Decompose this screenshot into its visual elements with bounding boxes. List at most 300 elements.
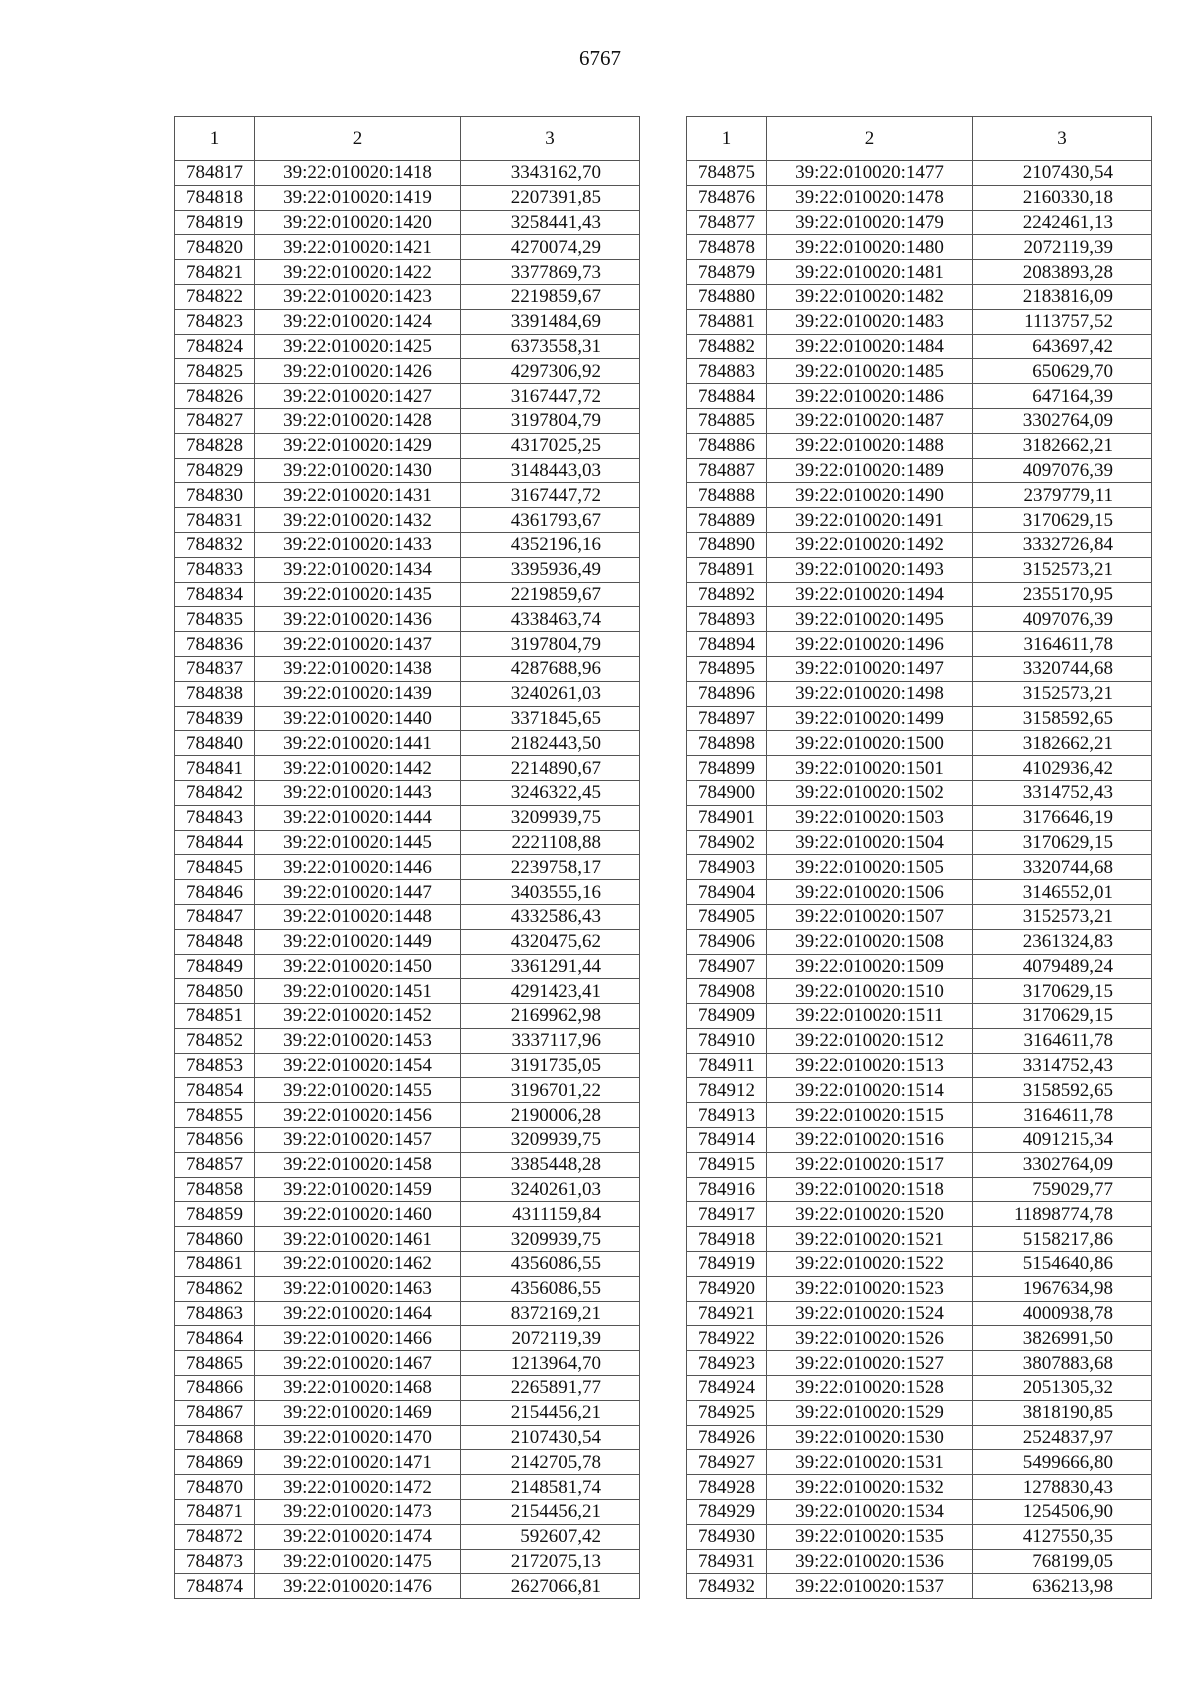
- table-row: [175, 756, 640, 781]
- cadastral-number-cell: 39:22:010020:1508: [767, 929, 973, 954]
- table-row: [175, 805, 640, 830]
- value-cell: 2524837,97: [973, 1425, 1152, 1450]
- cadastral-number-cell: 39:22:010020:1441: [255, 731, 461, 756]
- value-cell: 2214890,67: [461, 756, 640, 781]
- table-row: [175, 1475, 640, 1500]
- value-cell: 2154456,21: [461, 1400, 640, 1425]
- cadastral-number-cell: 39:22:010020:1530: [767, 1425, 973, 1450]
- table-row: [175, 904, 640, 929]
- value-cell: 3246322,45: [461, 780, 640, 805]
- right-table-body: [687, 161, 1152, 1599]
- cadastral-number-cell: 39:22:010020:1495: [767, 607, 973, 632]
- value-cell: 3240261,03: [461, 681, 640, 706]
- table-row: [175, 880, 640, 905]
- cadastral-number-cell: 39:22:010020:1481: [767, 260, 973, 285]
- value-cell: 2207391,85: [461, 185, 640, 210]
- table-row: [687, 1351, 1152, 1376]
- table-row: [175, 433, 640, 458]
- value-cell: 2627066,81: [461, 1574, 640, 1599]
- table-row: [175, 334, 640, 359]
- cadastral-number-cell: 39:22:010020:1518: [767, 1177, 973, 1202]
- value-cell: 2239758,17: [461, 855, 640, 880]
- row-number-cell: 784853: [175, 1053, 255, 1078]
- value-cell: 3196701,22: [461, 1078, 640, 1103]
- cadastral-number-cell: 39:22:010020:1457: [255, 1128, 461, 1153]
- value-cell: 3314752,43: [973, 1053, 1152, 1078]
- value-cell: 1278830,43: [973, 1475, 1152, 1500]
- table-row: [687, 359, 1152, 384]
- value-cell: 2169962,98: [461, 1004, 640, 1029]
- row-number-cell: 784923: [687, 1351, 767, 1376]
- column-header-value: 3: [461, 117, 640, 161]
- value-cell: 2148581,74: [461, 1475, 640, 1500]
- table-row: [687, 483, 1152, 508]
- table-row: [687, 880, 1152, 905]
- cadastral-number-cell: 39:22:010020:1489: [767, 458, 973, 483]
- row-number-cell: 784900: [687, 780, 767, 805]
- value-cell: 643697,42: [973, 334, 1152, 359]
- cadastral-number-cell: 39:22:010020:1536: [767, 1549, 973, 1574]
- row-number-cell: 784839: [175, 706, 255, 731]
- row-number-cell: 784857: [175, 1152, 255, 1177]
- value-cell: 2182443,50: [461, 731, 640, 756]
- row-number-cell: 784867: [175, 1400, 255, 1425]
- table-row: [687, 632, 1152, 657]
- table-row: [175, 1524, 640, 1549]
- value-cell: 4356086,55: [461, 1276, 640, 1301]
- row-number-cell: 784911: [687, 1053, 767, 1078]
- value-cell: 4127550,35: [973, 1524, 1152, 1549]
- cadastral-number-cell: 39:22:010020:1436: [255, 607, 461, 632]
- table-row: [175, 929, 640, 954]
- table-row: [175, 235, 640, 260]
- row-number-cell: 784890: [687, 532, 767, 557]
- cadastral-number-cell: 39:22:010020:1526: [767, 1326, 973, 1351]
- row-number-cell: 784884: [687, 384, 767, 409]
- value-cell: 3209939,75: [461, 1128, 640, 1153]
- row-number-cell: 784898: [687, 731, 767, 756]
- value-cell: 3152573,21: [973, 904, 1152, 929]
- cadastral-number-cell: 39:22:010020:1497: [767, 656, 973, 681]
- table-row: [687, 384, 1152, 409]
- row-number-cell: 784889: [687, 508, 767, 533]
- value-cell: 3377869,73: [461, 260, 640, 285]
- row-number-cell: 784844: [175, 830, 255, 855]
- table-row: [687, 731, 1152, 756]
- page-number: 6767: [579, 46, 621, 70]
- value-cell: 3197804,79: [461, 408, 640, 433]
- row-number-cell: 784914: [687, 1128, 767, 1153]
- row-number-cell: 784833: [175, 557, 255, 582]
- row-number-cell: 784901: [687, 805, 767, 830]
- row-number-cell: 784906: [687, 929, 767, 954]
- row-number-cell: 784868: [175, 1425, 255, 1450]
- value-cell: 3337117,96: [461, 1028, 640, 1053]
- table-row: [175, 1574, 640, 1599]
- row-number-cell: 784861: [175, 1252, 255, 1277]
- table-row: [687, 1450, 1152, 1475]
- value-cell: 3197804,79: [461, 632, 640, 657]
- cadastral-number-cell: 39:22:010020:1476: [255, 1574, 461, 1599]
- value-cell: 2379779,11: [973, 483, 1152, 508]
- cadastral-number-cell: 39:22:010020:1477: [767, 161, 973, 186]
- table-row: [687, 1004, 1152, 1029]
- table-row: [687, 1078, 1152, 1103]
- cadastral-number-cell: 39:22:010020:1494: [767, 582, 973, 607]
- row-number-cell: 784841: [175, 756, 255, 781]
- table-row: [175, 1400, 640, 1425]
- row-number-cell: 784908: [687, 979, 767, 1004]
- row-number-cell: 784883: [687, 359, 767, 384]
- row-number-cell: 784870: [175, 1475, 255, 1500]
- cadastral-number-cell: 39:22:010020:1422: [255, 260, 461, 285]
- table-header-row: [175, 117, 640, 161]
- value-cell: 2190006,28: [461, 1103, 640, 1128]
- table-row: [687, 1103, 1152, 1128]
- value-cell: 5154640,86: [973, 1252, 1152, 1277]
- row-number-cell: 784875: [687, 161, 767, 186]
- value-cell: 3164611,78: [973, 632, 1152, 657]
- table-row: [175, 532, 640, 557]
- table-row: [175, 1053, 640, 1078]
- row-number-cell: 784856: [175, 1128, 255, 1153]
- value-cell: 3826991,50: [973, 1326, 1152, 1351]
- table-row: [175, 1028, 640, 1053]
- row-number-cell: 784845: [175, 855, 255, 880]
- value-cell: 3167447,72: [461, 483, 640, 508]
- cadastral-number-cell: 39:22:010020:1468: [255, 1376, 461, 1401]
- value-cell: 4311159,84: [461, 1202, 640, 1227]
- table-row: [175, 855, 640, 880]
- table-row: [687, 1227, 1152, 1252]
- cadastral-number-cell: 39:22:010020:1524: [767, 1301, 973, 1326]
- row-number-cell: 784879: [687, 260, 767, 285]
- row-number-cell: 784874: [175, 1574, 255, 1599]
- value-cell: 4332586,43: [461, 904, 640, 929]
- cadastral-number-cell: 39:22:010020:1429: [255, 433, 461, 458]
- value-cell: 3182662,21: [973, 731, 1152, 756]
- value-cell: 4079489,24: [973, 954, 1152, 979]
- value-cell: 3361291,44: [461, 954, 640, 979]
- cadastral-number-cell: 39:22:010020:1464: [255, 1301, 461, 1326]
- table-row: [175, 1152, 640, 1177]
- cadastral-number-cell: 39:22:010020:1521: [767, 1227, 973, 1252]
- cadastral-number-cell: 39:22:010020:1505: [767, 855, 973, 880]
- value-cell: 2265891,77: [461, 1376, 640, 1401]
- cadastral-number-cell: 39:22:010020:1459: [255, 1177, 461, 1202]
- value-cell: 4320475,62: [461, 929, 640, 954]
- row-number-cell: 784846: [175, 880, 255, 905]
- cadastral-number-cell: 39:22:010020:1496: [767, 632, 973, 657]
- row-number-cell: 784909: [687, 1004, 767, 1029]
- value-cell: 3182662,21: [973, 433, 1152, 458]
- table-row: [175, 1500, 640, 1525]
- cadastral-number-cell: 39:22:010020:1499: [767, 706, 973, 731]
- value-cell: 2051305,32: [973, 1376, 1152, 1401]
- table-row: [175, 1103, 640, 1128]
- value-cell: 2355170,95: [973, 582, 1152, 607]
- table-row: [175, 1202, 640, 1227]
- row-number-cell: 784925: [687, 1400, 767, 1425]
- table-row: [175, 260, 640, 285]
- value-cell: 2107430,54: [973, 161, 1152, 186]
- row-number-cell: 784893: [687, 607, 767, 632]
- cadastral-number-cell: 39:22:010020:1424: [255, 309, 461, 334]
- row-number-cell: 784873: [175, 1549, 255, 1574]
- value-cell: 3164611,78: [973, 1028, 1152, 1053]
- cadastral-number-cell: 39:22:010020:1474: [255, 1524, 461, 1549]
- table-header-row: [687, 117, 1152, 161]
- cadastral-number-cell: 39:22:010020:1482: [767, 284, 973, 309]
- row-number-cell: 784905: [687, 904, 767, 929]
- table-row: [687, 582, 1152, 607]
- cadastral-number-cell: 39:22:010020:1488: [767, 433, 973, 458]
- cadastral-number-cell: 39:22:010020:1516: [767, 1128, 973, 1153]
- value-cell: 3146552,01: [973, 880, 1152, 905]
- table-row: [687, 284, 1152, 309]
- value-cell: 3170629,15: [973, 830, 1152, 855]
- cadastral-number-cell: 39:22:010020:1427: [255, 384, 461, 409]
- row-number-cell: 784929: [687, 1500, 767, 1525]
- row-number-cell: 784916: [687, 1177, 767, 1202]
- value-cell: 636213,98: [973, 1574, 1152, 1599]
- value-cell: 647164,39: [973, 384, 1152, 409]
- value-cell: 3240261,03: [461, 1177, 640, 1202]
- table-row: [687, 235, 1152, 260]
- value-cell: 11898774,78: [973, 1202, 1152, 1227]
- cadastral-number-cell: 39:22:010020:1537: [767, 1574, 973, 1599]
- row-number-cell: 784924: [687, 1376, 767, 1401]
- cadastral-number-cell: 39:22:010020:1418: [255, 161, 461, 186]
- table-row: [175, 1425, 640, 1450]
- cadastral-number-cell: 39:22:010020:1523: [767, 1276, 973, 1301]
- value-cell: 4352196,16: [461, 532, 640, 557]
- table-row: [687, 408, 1152, 433]
- cadastral-number-cell: 39:22:010020:1520: [767, 1202, 973, 1227]
- row-number-cell: 784872: [175, 1524, 255, 1549]
- value-cell: 3343162,70: [461, 161, 640, 186]
- row-number-cell: 784832: [175, 532, 255, 557]
- value-cell: 3320744,68: [973, 855, 1152, 880]
- table-row: [175, 1252, 640, 1277]
- row-number-cell: 784903: [687, 855, 767, 880]
- row-number-cell: 784855: [175, 1103, 255, 1128]
- cadastral-number-cell: 39:22:010020:1451: [255, 979, 461, 1004]
- value-cell: 1213964,70: [461, 1351, 640, 1376]
- row-number-cell: 784862: [175, 1276, 255, 1301]
- row-number-cell: 784871: [175, 1500, 255, 1525]
- row-number-cell: 784907: [687, 954, 767, 979]
- row-number-cell: 784821: [175, 260, 255, 285]
- value-cell: 8372169,21: [461, 1301, 640, 1326]
- row-number-cell: 784915: [687, 1152, 767, 1177]
- table-row: [687, 1028, 1152, 1053]
- table-row: [687, 1475, 1152, 1500]
- value-cell: 4102936,42: [973, 756, 1152, 781]
- value-cell: 4356086,55: [461, 1252, 640, 1277]
- table-row: [175, 284, 640, 309]
- table-row: [687, 1574, 1152, 1599]
- cadastral-number-cell: 39:22:010020:1425: [255, 334, 461, 359]
- row-number-cell: 784887: [687, 458, 767, 483]
- table-row: [175, 1549, 640, 1574]
- table-row: [175, 185, 640, 210]
- table-row: [175, 483, 640, 508]
- value-cell: 2160330,18: [973, 185, 1152, 210]
- table-row: [175, 582, 640, 607]
- table-row: [175, 706, 640, 731]
- value-cell: 3403555,16: [461, 880, 640, 905]
- table-row: [175, 1326, 640, 1351]
- cadastral-number-cell: 39:22:010020:1472: [255, 1475, 461, 1500]
- table-row: [175, 632, 640, 657]
- cadastral-number-cell: 39:22:010020:1463: [255, 1276, 461, 1301]
- table-row: [687, 1252, 1152, 1277]
- row-number-cell: 784849: [175, 954, 255, 979]
- value-cell: 3209939,75: [461, 1227, 640, 1252]
- row-number-cell: 784895: [687, 656, 767, 681]
- cadastral-number-cell: 39:22:010020:1438: [255, 656, 461, 681]
- cadastral-number-cell: 39:22:010020:1426: [255, 359, 461, 384]
- row-number-cell: 784904: [687, 880, 767, 905]
- row-number-cell: 784843: [175, 805, 255, 830]
- row-number-cell: 784896: [687, 681, 767, 706]
- value-cell: 3176646,19: [973, 805, 1152, 830]
- value-cell: 3152573,21: [973, 557, 1152, 582]
- table-row: [687, 1400, 1152, 1425]
- row-number-cell: 784823: [175, 309, 255, 334]
- value-cell: 2361324,83: [973, 929, 1152, 954]
- value-cell: 3395936,49: [461, 557, 640, 582]
- row-number-cell: 784922: [687, 1326, 767, 1351]
- row-number-cell: 784865: [175, 1351, 255, 1376]
- value-cell: 3807883,68: [973, 1351, 1152, 1376]
- value-cell: 4361793,67: [461, 508, 640, 533]
- row-number-cell: 784866: [175, 1376, 255, 1401]
- value-cell: 5158217,86: [973, 1227, 1152, 1252]
- table-row: [175, 830, 640, 855]
- cadastral-number-cell: 39:22:010020:1444: [255, 805, 461, 830]
- row-number-cell: 784819: [175, 210, 255, 235]
- value-cell: 2083893,28: [973, 260, 1152, 285]
- cadastral-number-cell: 39:22:010020:1430: [255, 458, 461, 483]
- row-number-cell: 784926: [687, 1425, 767, 1450]
- table-row: [175, 1351, 640, 1376]
- cadastral-number-cell: 39:22:010020:1473: [255, 1500, 461, 1525]
- table-row: [175, 1128, 640, 1153]
- column-header-cadastral: 2: [767, 117, 973, 161]
- table-row: [687, 830, 1152, 855]
- table-row: [175, 210, 640, 235]
- cadastral-number-cell: 39:22:010020:1513: [767, 1053, 973, 1078]
- cadastral-number-cell: 39:22:010020:1462: [255, 1252, 461, 1277]
- row-number-cell: 784835: [175, 607, 255, 632]
- row-number-cell: 784852: [175, 1028, 255, 1053]
- cadastral-number-cell: 39:22:010020:1534: [767, 1500, 973, 1525]
- cadastral-number-cell: 39:22:010020:1469: [255, 1400, 461, 1425]
- cadastral-number-cell: 39:22:010020:1461: [255, 1227, 461, 1252]
- value-cell: 3170629,15: [973, 1004, 1152, 1029]
- value-cell: 4000938,78: [973, 1301, 1152, 1326]
- cadastral-number-cell: 39:22:010020:1531: [767, 1450, 973, 1475]
- value-cell: 1113757,52: [973, 309, 1152, 334]
- cadastral-number-cell: 39:22:010020:1511: [767, 1004, 973, 1029]
- table-row: [687, 1053, 1152, 1078]
- table-row: [687, 607, 1152, 632]
- row-number-cell: 784831: [175, 508, 255, 533]
- cadastral-number-cell: 39:22:010020:1433: [255, 532, 461, 557]
- value-cell: 3170629,15: [973, 508, 1152, 533]
- value-cell: 3170629,15: [973, 979, 1152, 1004]
- table-row: [175, 681, 640, 706]
- column-header-number: 1: [687, 117, 767, 161]
- value-cell: 1967634,98: [973, 1276, 1152, 1301]
- row-number-cell: 784899: [687, 756, 767, 781]
- cadastral-number-cell: 39:22:010020:1470: [255, 1425, 461, 1450]
- row-number-cell: 784876: [687, 185, 767, 210]
- value-cell: 759029,77: [973, 1177, 1152, 1202]
- cadastral-number-cell: 39:22:010020:1504: [767, 830, 973, 855]
- row-number-cell: 784817: [175, 161, 255, 186]
- table-row: [687, 681, 1152, 706]
- cadastral-number-cell: 39:22:010020:1443: [255, 780, 461, 805]
- value-cell: 3209939,75: [461, 805, 640, 830]
- row-number-cell: 784828: [175, 433, 255, 458]
- cadastral-number-cell: 39:22:010020:1432: [255, 508, 461, 533]
- cadastral-number-cell: 39:22:010020:1501: [767, 756, 973, 781]
- cadastral-number-cell: 39:22:010020:1498: [767, 681, 973, 706]
- table-row: [175, 780, 640, 805]
- row-number-cell: 784825: [175, 359, 255, 384]
- cadastral-number-cell: 39:22:010020:1431: [255, 483, 461, 508]
- row-number-cell: 784881: [687, 309, 767, 334]
- cadastral-number-cell: 39:22:010020:1449: [255, 929, 461, 954]
- table-row: [175, 557, 640, 582]
- table-row: [687, 1549, 1152, 1574]
- value-cell: 2221108,88: [461, 830, 640, 855]
- cadastral-number-cell: 39:22:010020:1434: [255, 557, 461, 582]
- cadastral-number-cell: 39:22:010020:1419: [255, 185, 461, 210]
- table-row: [175, 384, 640, 409]
- cadastral-number-cell: 39:22:010020:1478: [767, 185, 973, 210]
- value-cell: 2142705,78: [461, 1450, 640, 1475]
- cadastral-number-cell: 39:22:010020:1487: [767, 408, 973, 433]
- cadastral-number-cell: 39:22:010020:1502: [767, 780, 973, 805]
- cadastral-number-cell: 39:22:010020:1517: [767, 1152, 973, 1177]
- row-number-cell: 784912: [687, 1078, 767, 1103]
- value-cell: 2107430,54: [461, 1425, 640, 1450]
- row-number-cell: 784827: [175, 408, 255, 433]
- row-number-cell: 784880: [687, 284, 767, 309]
- value-cell: 650629,70: [973, 359, 1152, 384]
- row-number-cell: 784932: [687, 1574, 767, 1599]
- table-row: [687, 979, 1152, 1004]
- table-row: [687, 161, 1152, 186]
- column-header-value: 3: [973, 117, 1152, 161]
- value-cell: 3191735,05: [461, 1053, 640, 1078]
- cadastral-number-cell: 39:22:010020:1475: [255, 1549, 461, 1574]
- value-cell: 2172075,13: [461, 1549, 640, 1574]
- table-row: [687, 185, 1152, 210]
- cadastral-number-cell: 39:22:010020:1458: [255, 1152, 461, 1177]
- row-number-cell: 784851: [175, 1004, 255, 1029]
- row-number-cell: 784931: [687, 1549, 767, 1574]
- table-row: [175, 731, 640, 756]
- row-number-cell: 784840: [175, 731, 255, 756]
- cadastral-number-cell: 39:22:010020:1509: [767, 954, 973, 979]
- cadastral-number-cell: 39:22:010020:1423: [255, 284, 461, 309]
- row-number-cell: 784902: [687, 830, 767, 855]
